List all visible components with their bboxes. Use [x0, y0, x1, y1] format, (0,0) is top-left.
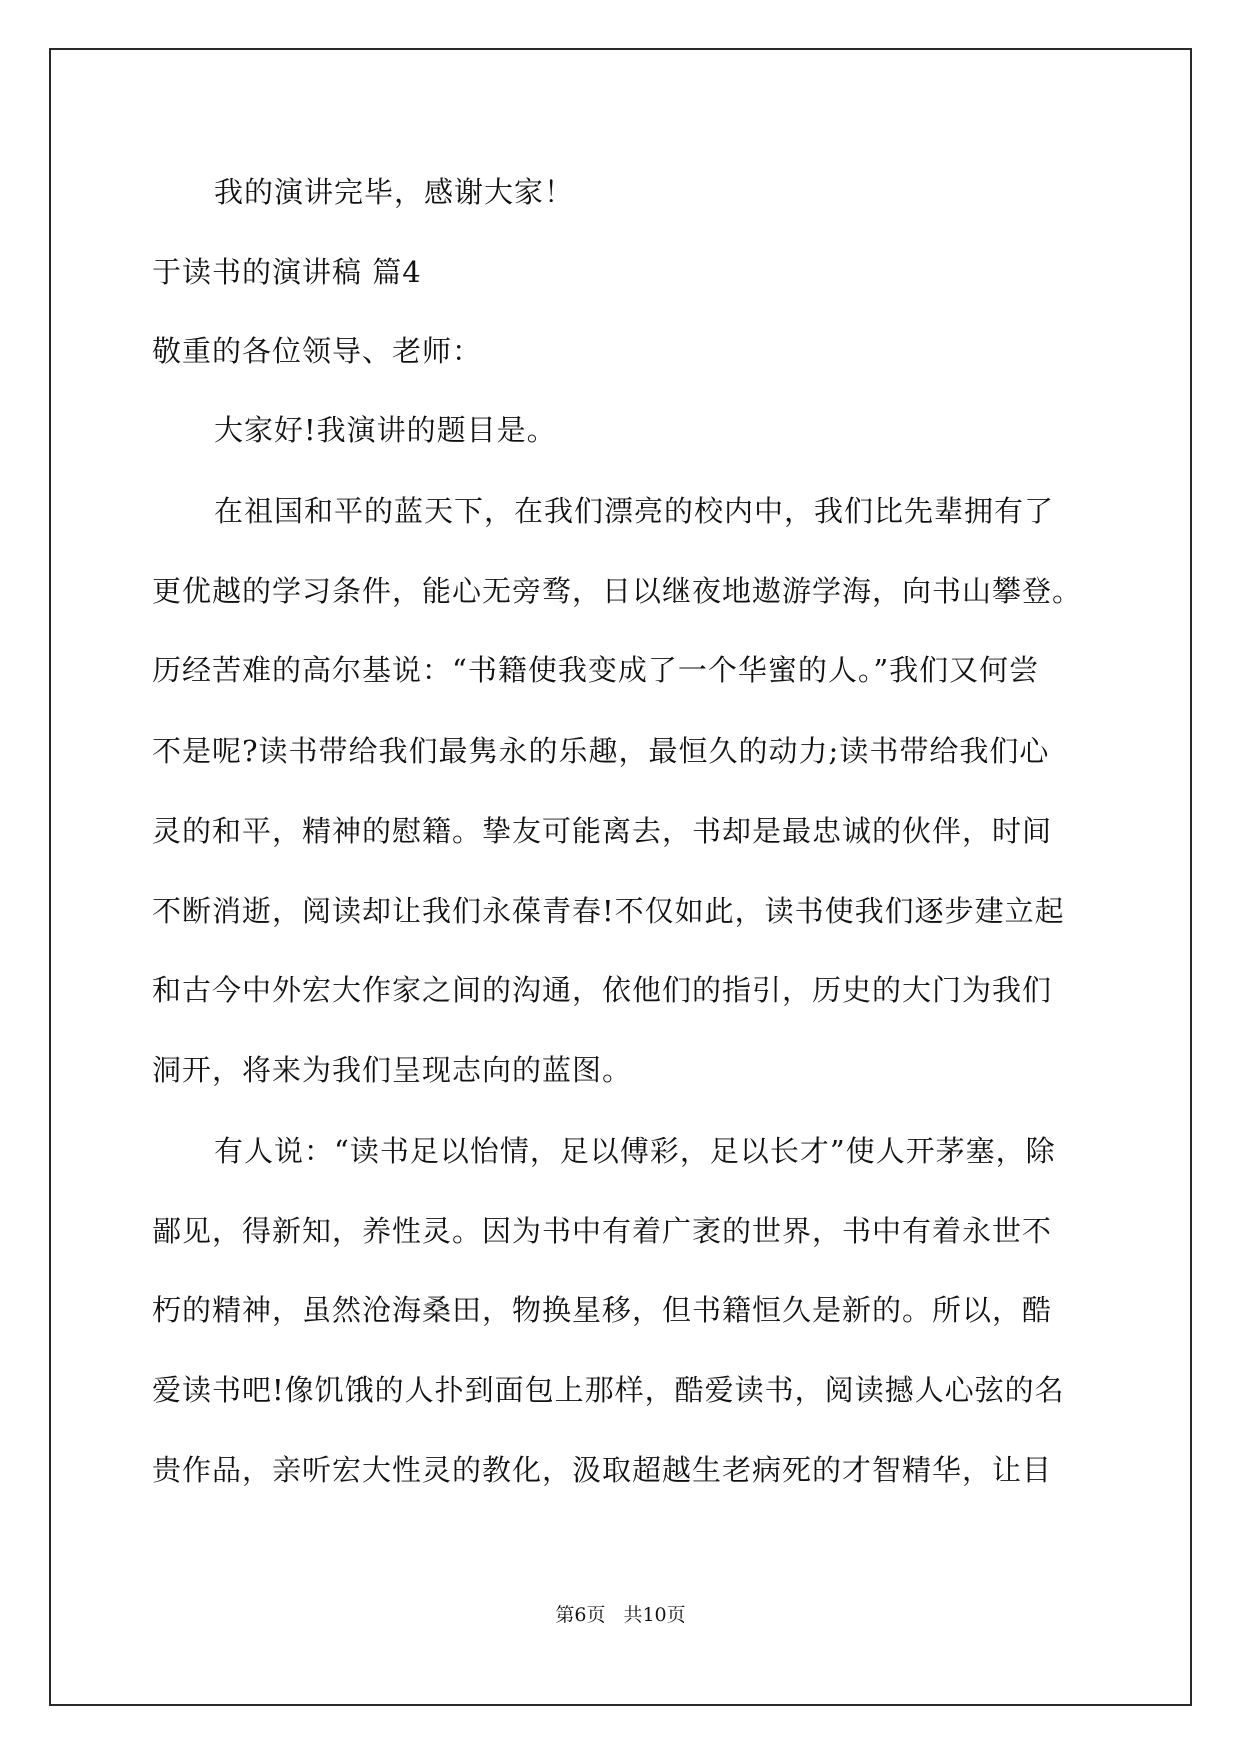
body-line: 鄙见，得新知，养性灵。因为书中有着广袤的世界，书中有着永世不 [152, 1214, 1053, 1248]
body-line: 有人说：“读书足以怡情，足以傅彩，足以长才”使人开茅塞，除 [214, 1134, 1056, 1168]
page-footer [0, 1603, 1241, 1627]
greeting-line: 大家好!我演讲的题目是。 [214, 413, 557, 447]
body-line: 爱读书吧!像饥饿的人扑到面包上那样，酷爱读书，阅读撼人心弦的名 [152, 1373, 1065, 1407]
body-line: 洞开，将来为我们呈现志向的蓝图。 [152, 1053, 633, 1087]
body-line: 和古今中外宏大作家之间的沟通，依他们的指引，历史的大门为我们 [152, 973, 1053, 1007]
page-total: 共10页 [623, 1604, 686, 1626]
closing-line: 我的演讲完毕，感谢大家！ [214, 175, 575, 209]
body-line: 在祖国和平的蓝天下，在我们漂亮的校内中，我们比先辈拥有了 [214, 494, 1055, 528]
body-line: 朽的精神，虽然沧海桑田，物换星移，但书籍恒久是新的。所以，酷 [152, 1293, 1053, 1327]
body-line: 历经苦难的高尔基说：“书籍使我变成了一个华蜜的人。”我们又何尝 [152, 653, 1040, 687]
section-heading: 于读书的演讲稿 篇4 [152, 255, 422, 289]
page-number: 第6页 [555, 1604, 606, 1626]
salutation: 敬重的各位领导、老师： [152, 334, 483, 368]
body-line: 不断消逝，阅读却让我们永葆青春!不仅如此，读书使我们逐步建立起 [152, 894, 1065, 928]
body-line: 贵作品，亲听宏大性灵的教化，汲取超越生老病死的才智精华，让目 [152, 1453, 1053, 1487]
body-line: 不是呢?读书带给我们最隽永的乐趣，最恒久的动力;读书带给我们心 [152, 734, 1050, 768]
body-line: 更优越的学习条件，能心无旁骛，日以继夜地遨游学海，向书山攀登。 [152, 574, 1083, 608]
body-line: 灵的和平，精神的慰籍。挚友可能离去，书却是最忠诚的伙伴，时间 [152, 814, 1053, 848]
